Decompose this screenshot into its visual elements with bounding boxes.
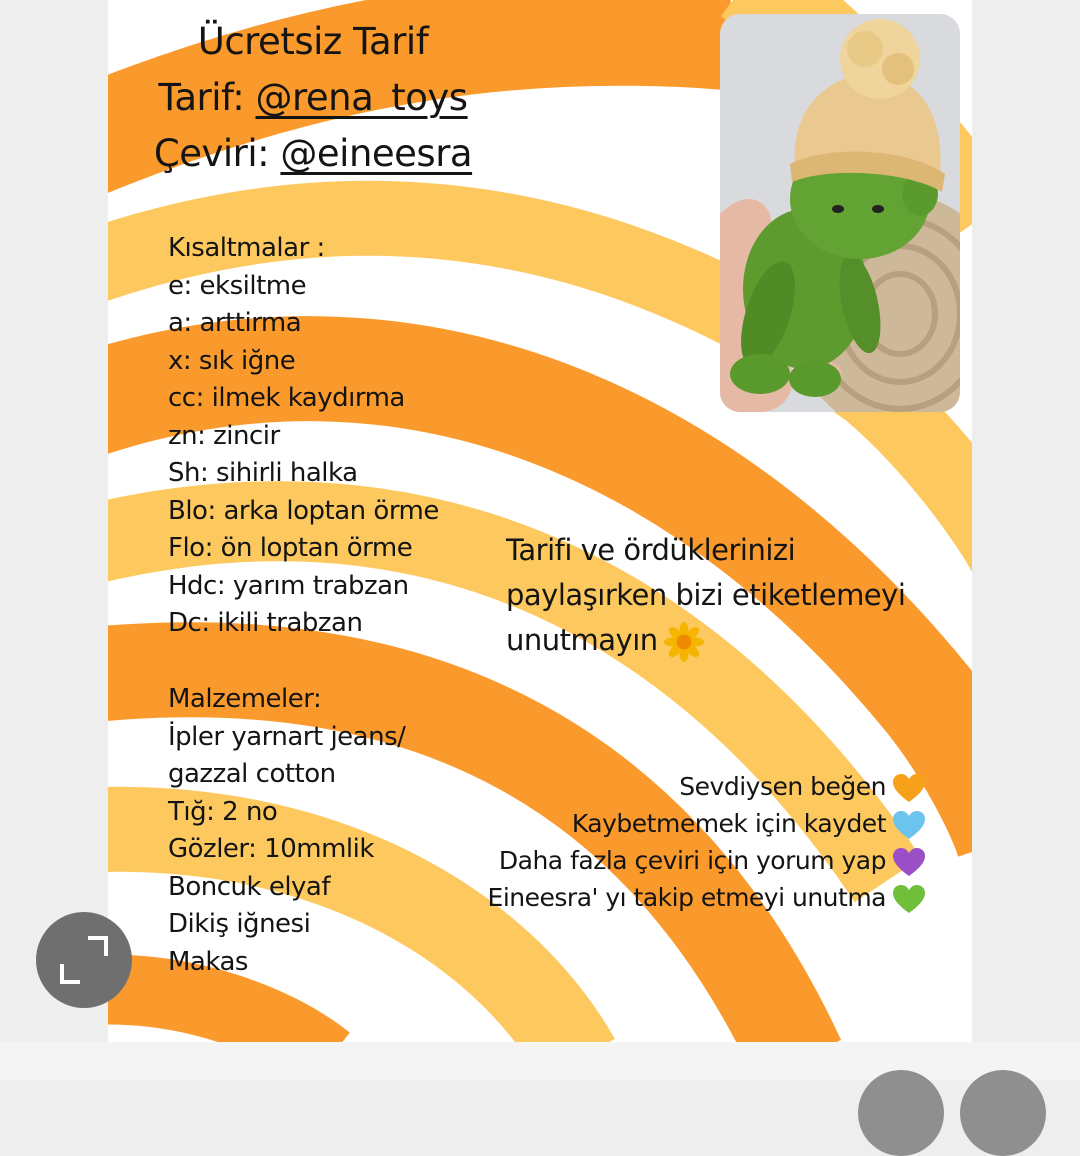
abbreviation-item: cc: ilmek kaydırma: [168, 383, 405, 413]
cta-comment: Daha fazla çeviri için yorum yap: [488, 842, 926, 879]
material-item: Boncuk elyaf: [168, 871, 331, 902]
abbreviation-item: Sh: sihirli halka: [168, 458, 358, 488]
abbreviation-item: Flo: ön loptan örme: [168, 533, 413, 563]
abbreviation-item: e: eksiltme: [168, 270, 307, 301]
amigurumi-photo: [720, 14, 960, 412]
cta-save: Kaybetmemek için kaydet: [488, 805, 926, 842]
materials-heading: Malzemeler:: [168, 684, 322, 714]
translation-credit: Çeviri: @eineesra: [153, 132, 473, 175]
tagline-line: Tarifi ve ördüklerinizi: [506, 533, 796, 567]
stripe-7: [108, 990, 328, 1042]
expand-button[interactable]: [36, 912, 132, 1008]
post-header: [148, 14, 478, 182]
tagline: [506, 528, 926, 663]
amigurumi-illustration: [720, 14, 960, 412]
abbreviations-list: [168, 230, 439, 643]
bottom-action-button[interactable]: [960, 1070, 1046, 1156]
post-card: [108, 0, 972, 1042]
material-item: İpler yarnart jeans/: [168, 721, 406, 752]
recipe-credit: Tarif: @rena_toys: [158, 76, 468, 119]
cta-follow: Eineesra' yı takip etmeyi unutma: [488, 879, 926, 916]
flower-icon: [664, 622, 704, 662]
material-item: Tığ: 2 no: [168, 796, 278, 827]
recipe-handle-link[interactable]: @rena_toys: [255, 76, 468, 119]
abbreviation-item: x: sık iğne: [168, 345, 296, 376]
green-heart-icon: [892, 884, 926, 914]
abbreviation-item: Hdc: yarım trabzan: [168, 570, 409, 601]
abbreviation-item: zn: zincir: [168, 420, 280, 451]
purple-heart-icon: [892, 847, 926, 877]
material-item: Gözler: 10mmlik: [168, 834, 374, 864]
tagline-line: paylaşırken bizi etiketlemeyi: [506, 578, 906, 612]
translation-handle-link[interactable]: @eineesra: [280, 132, 473, 175]
call-to-action-list: [488, 768, 926, 916]
abbreviation-item: Blo: arka loptan örme: [168, 495, 439, 526]
expand-icon: [36, 912, 132, 1008]
tagline-line-last: unutmayın: [506, 618, 926, 663]
cta-like: Sevdiysen beğen: [488, 768, 926, 805]
material-item: Dikiş iğnesi: [168, 909, 311, 939]
materials-list: [168, 681, 405, 981]
material-item: Makas: [168, 946, 248, 977]
abbreviation-item: a: arttirma: [168, 308, 302, 338]
material-item: gazzal cotton: [168, 759, 336, 789]
bottom-action-button[interactable]: [858, 1070, 944, 1156]
orange-heart-icon: [892, 773, 926, 803]
abbreviations-heading: Kısaltmalar :: [168, 233, 325, 263]
title: Ücretsiz Tarif: [197, 20, 429, 63]
blue-heart-icon: [892, 810, 926, 840]
abbreviation-item: Dc: ikili trabzan: [168, 608, 363, 638]
